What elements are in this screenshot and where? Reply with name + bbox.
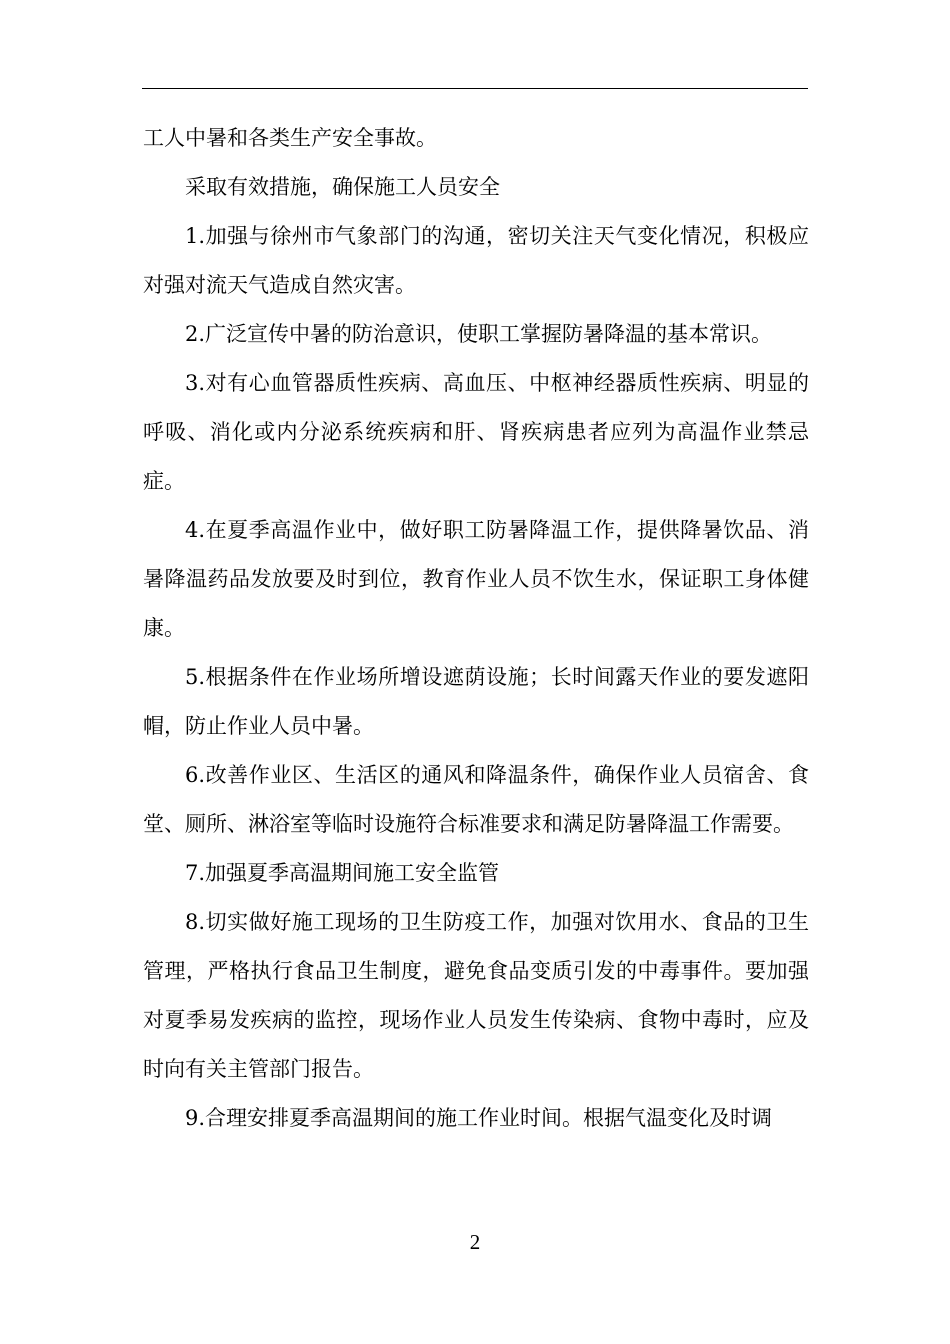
paragraph-continuation: 工人中暑和各类生产安全事故。 [143,126,437,150]
page-number: 2 [469,1230,481,1254]
paragraph-item-5: 5.根据条件在作业场所增设遮荫设施；长时间露天作业的要发遮阳帽，防止作业人员中暑。 [143,665,809,738]
paragraph-item-8: 8.切实做好施工现场的卫生防疫工作，加强对饮用水、食品的卫生管理，严格执行食品卫生制度，避免食品变质引发的中毒事件。要加强对夏季易发疾病的监控，现场作业人员发生传染病、食物中毒时，应及时向有关主管部门报告。 [143,910,809,1081]
paragraph-item-2: 2.广泛宣传中暑的防治意识，使职工掌握防暑降温的基本常识。 [185,322,773,346]
document-body [143,114,809,1143]
paragraph-item-6: 6.改善作业区、生活区的通风和降温条件，确保作业人员宿舍、食堂、厕所、淋浴室等临时设施符合标准要求和满足防暑降温工作需要。 [143,763,809,836]
paragraph-heading-measures: 采取有效措施，确保施工人员安全 [185,175,500,199]
paragraph-item-3: 3.对有心血管器质性疾病、高血压、中枢神经器质性疾病、明显的呼吸、消化或内分泌系统疾病和肝、肾疾病患者应列为高温作业禁忌症。 [143,371,809,493]
paragraph-item-9: 9.合理安排夏季高温期间的施工作业时间。根据气温变化及时调 [185,1106,773,1130]
paragraph-item-7: 7.加强夏季高温期间施工安全监管 [185,861,500,885]
header-rule [142,88,808,89]
paragraph-item-4: 4.在夏季高温作业中，做好职工防暑降温工作，提供降暑饮品、消暑降温药品发放要及时到位，教育作业人员不饮生水，保证职工身体健康。 [143,518,809,640]
paragraph-item-1: 1.加强与徐州市气象部门的沟通，密切关注天气变化情况，积极应对强对流天气造成自然灾害。 [143,224,809,297]
